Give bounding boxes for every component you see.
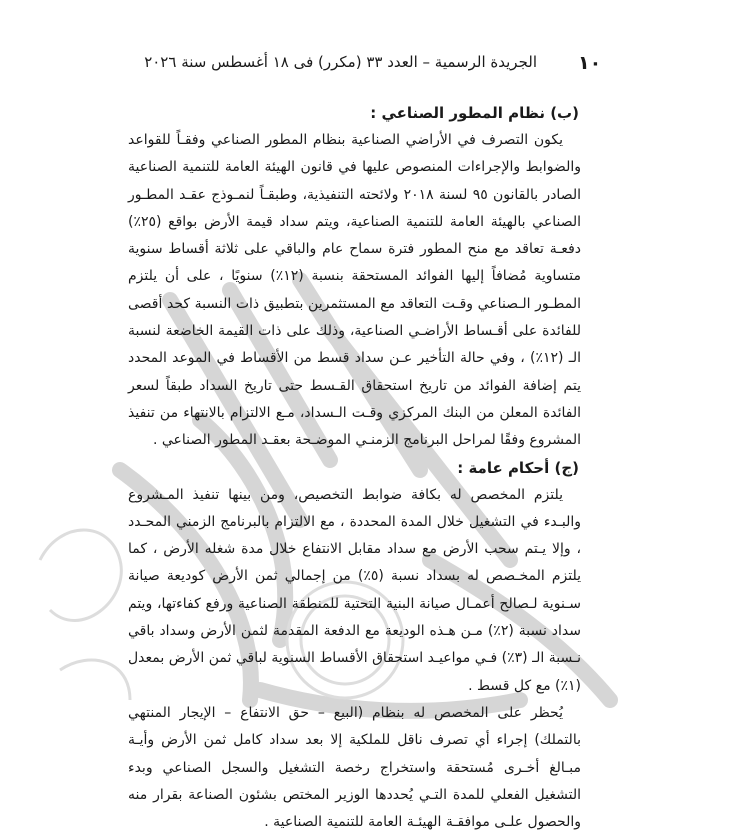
paragraph-general-provisions-1: يلتزم المخصص له بكافة ضوابط التخصيص، ومن بينها تنفيذ المـشروع والبـدء في التشغيل خلال المدة المحددة ، مع الالتزام بالبرنامج الزمني المحـدد ، وإلا يـتم سحب الأرض مع سداد مقابل الانتفاع خلال مدة شغله الأرض ، كما يلتزم المخـصص له بسداد نسبة (٥٪) من إجمالي ثمن الأرض كوديعة صيانة سـنوية لـصالح أعمـال صيانة البنية التحتية للمنطقة الصناعية ورفع كفاءتها، ويتم سداد نسبة (٢٪) مـن هـذه الوديعة مع الدفعة المقدمة لثمن الأرض وسداد باقي نـسبة الـ (٣٪) فـي مواعيـد استحقاق الأقساط السنوية لباقي ثمن الأرض بمعدل (١٪) مع كل قسط . — [128, 486, 581, 694]
document-body — [128, 100, 581, 836]
paragraph-industrial-developer: يكون التصرف في الأراضي الصناعية بنظام المطور الصناعي وفقـاً للقواعد والضوابط والإجراءات المنصوص عليها في قانون الهيئة العامة للتنمية الصناعية الصادر بالقانون ٩٥ لسنة ٢٠١٨ ولائحته التنفيذية، وطبقـاً لنمـوذج عقـد المطـور الصناعي بالهيئة العامة للتنمية الصناعية، ويتم سداد قيمة الأرض بواقع (٢٥٪) دفعـة تعاقد مع منح المطور فترة سماح عام والباقي على ثلاثة أقساط سنوية متساوية مُضافاً إليها الفوائد المستحقة بنسبة (١٢٪) سنويًا ، على أن يلتزم المطـور الـصناعي وقـت التعاقد مع المستثمرين بتطبيق ذات النسبة كحد أقصى للفائدة على أقـساط الأراضـي الصناعية، وذلك على ذات القيمة الخاضعة لنسبة الـ (١٢٪) ، وفي حالة التأخير عـن سداد قسط من الأقساط في الموعد المحدد يتم إضافة الفوائد من تاريخ استحقاق القـسط حتى تاريخ السداد طبقاً لسعر الفائدة المعلن من البنك المركزي وقـت الـسداد، مـع الالتزام بالانتهاء من تنفيذ المشروع وفقًا لمراحل البرنامج الزمنـي الموضـحة بعقـد المطور الصناعي . — [128, 132, 581, 449]
page-header — [0, 50, 749, 76]
gazette-header-title: الجريدة الرسمية – العدد ٣٣ (مكرر) فى ١٨ أغسطس سنة ٢٠٢٦ — [144, 53, 537, 71]
section-heading-industrial-developer: (ب) نظام المطور الصناعي : — [370, 104, 579, 122]
page-number: ١٠ — [578, 52, 602, 74]
paragraph-general-provisions-2: يُحظر على المخصص له بنظام (البيع – حق الانتفاع – الإيجار المنتهي بالتملك) إجراء أي تصرف ناقل للملكية إلا بعد سداد كامل ثمن الأرض وأيـة مبـالغ أخـرى مُستحقة واستخراج رخصة التشغيل والسجل الصناعي وبدء التشغيل الفعلي للمدة التـي يُحددها الوزير المختص بشئون الصناعة بقرار منه والحصول علـى موافقـة الهيئـة العامة للتنمية الصناعية . — [128, 704, 581, 831]
section-heading-general-provisions: (ج) أحكام عامة : — [457, 458, 579, 477]
